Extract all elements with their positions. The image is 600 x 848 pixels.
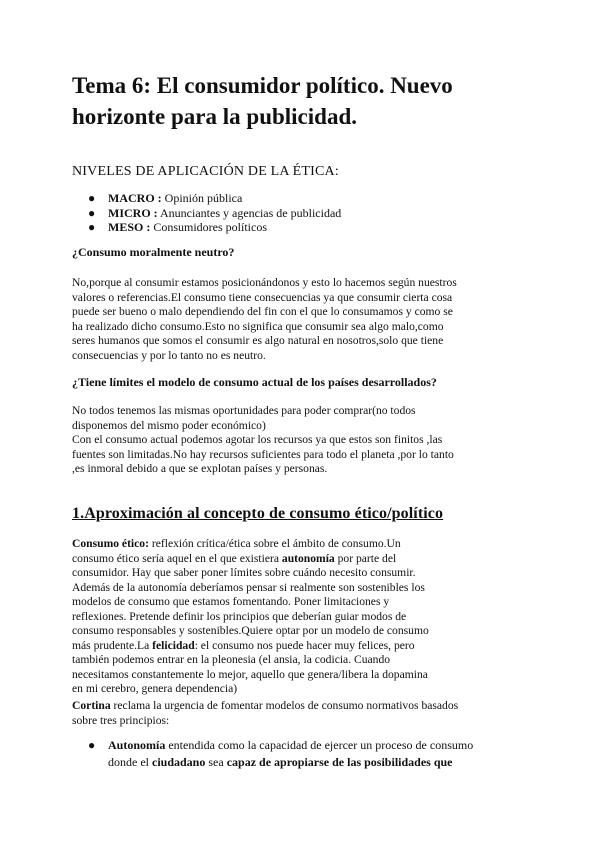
- text-line: consecuencias y por lo tanto no es neutro.: [72, 348, 266, 362]
- bullet-icon: ●: [88, 191, 96, 205]
- term-cortina: Cortina: [72, 699, 111, 712]
- text-line: valores o referencias.El consumo tiene consecuencias ya que consumir cierta cosa: [72, 290, 453, 304]
- text-line: sobre tres principios:: [72, 713, 170, 727]
- level-desc: Anunciantes y agencias de publicidad: [157, 205, 342, 220]
- text-line: consumo responsables y sostenibles.Quiere optar por un modelo de consumo: [72, 624, 429, 637]
- text-line: también podemos entrar en la pleonesia (el ansia, la codicia. Cuando: [72, 653, 391, 666]
- text-line: puede ser bueno o malo dependiendo del fin con el que lo consumamos y como se: [72, 305, 453, 318]
- bold-phrase: capaz de apropiarse de las posibilidades que: [226, 755, 453, 769]
- text-line: [72, 639, 492, 654]
- text-line: ,es inmoral debido a que se explotan países y personas.: [72, 462, 328, 475]
- text-line: consumidor. Hay que saber poner límites sobre cuándo necesito consumir.: [72, 566, 416, 579]
- text-line: [72, 537, 492, 552]
- text-line: [108, 754, 473, 771]
- text-line: Además de la autonomía deberíamos pensar si realmente son sostenibles los: [72, 580, 425, 594]
- question-limites-answer: [72, 404, 492, 477]
- principles-list: [88, 737, 473, 771]
- text-line: reflexiones. Pretende definir los principios que deberían guiar modos de: [72, 609, 407, 623]
- level-term: MESO :: [108, 220, 151, 234]
- list-item: [88, 737, 473, 771]
- term-autonomia: Autonomía: [108, 738, 166, 752]
- text-line: No,porque al consumir estamos posicionándonos y esto lo hacemos según nuestros: [72, 276, 457, 289]
- title-line-1: Tema 6: El consumidor político. Nuevo: [72, 73, 453, 98]
- list-item: [88, 220, 341, 235]
- consumo-etico-paragraph: [72, 537, 492, 697]
- text-run: reclama la urgencia de fomentar modelos de consumo normativos basados: [110, 699, 459, 712]
- text-run: por parte del: [334, 551, 397, 565]
- text-line: disponemos del mismo poder económico): [72, 418, 266, 432]
- term-felicidad: felicidad: [152, 638, 195, 652]
- list-item: [88, 206, 341, 221]
- text-run: sea: [205, 755, 227, 769]
- level-desc: Opinión pública: [161, 191, 243, 205]
- text-run: entendida como la capacidad de ejercer un proceso de consumo: [165, 738, 474, 752]
- list-item: [88, 191, 341, 206]
- bullet-icon: ●: [88, 205, 96, 220]
- text-line: [108, 737, 473, 754]
- text-line: No todos tenemos las mismas oportunidades para poder comprar(no todos: [72, 404, 416, 417]
- term-ciudadano: ciudadano: [152, 755, 206, 769]
- text-line: ha realizado dicho consumo.Esto no significa que consumir sea algo malo,como: [72, 319, 444, 333]
- question-neutro-heading: ¿Consumo moralmente neutro?: [72, 245, 235, 259]
- cortina-paragraph: [72, 699, 492, 728]
- text-run: reflexión crítica/ética sobre el ámbito de consumo.Un: [148, 537, 401, 550]
- text-run: más prudente.La: [72, 638, 153, 652]
- text-line: en mi cerebro, genera dependencia): [72, 682, 238, 695]
- niveles-heading: NIVELES DE APLICACIÓN DE LA ÉTICA:: [72, 164, 339, 179]
- question-neutro-answer: [72, 276, 492, 363]
- text-line: fuentes son limitadas.No hay recursos suficientes para todo el planeta ,por lo tanto: [72, 447, 454, 461]
- text-run: donde el: [108, 755, 152, 769]
- bullet-icon: ●: [88, 220, 96, 234]
- niveles-list: [88, 191, 341, 235]
- term-autonomia: autonomía: [281, 551, 335, 565]
- level-term: MICRO :: [108, 205, 158, 220]
- text-line: modelos de consumo que estamos fomentando. Poner limitaciones y: [72, 595, 390, 608]
- text-line: [72, 552, 492, 567]
- text-line: [72, 699, 492, 714]
- text-line: seres humanos que somos el consumir es algo natural en nosotros,solo que tiene: [72, 334, 444, 347]
- question-limites-heading: ¿Tiene límites el modelo de consumo actual de los países desarrollados?: [72, 375, 437, 389]
- text-run: : el consumo nos puede hacer muy felices, pero: [194, 638, 415, 652]
- text-run: consumo ético sería aquel en el que existiera: [72, 551, 282, 565]
- level-desc: Consumidores políticos: [150, 220, 268, 234]
- section-1-title: 1.Aproximación al concepto de consumo ético/político: [72, 505, 444, 522]
- title-line-2: horizonte para la publicidad.: [72, 104, 357, 129]
- term-consumo-etico: Consumo ético:: [72, 537, 149, 550]
- bullet-icon: ●: [88, 738, 96, 752]
- text-line: Con el consumo actual podemos agotar los recursos ya que estos son finitos ,las: [72, 433, 443, 446]
- level-term: MACRO :: [108, 191, 162, 205]
- page-title: [72, 70, 542, 132]
- text-line: necesitamos constantemente lo mejor, aquello que genera/libera la dopamina: [72, 667, 428, 681]
